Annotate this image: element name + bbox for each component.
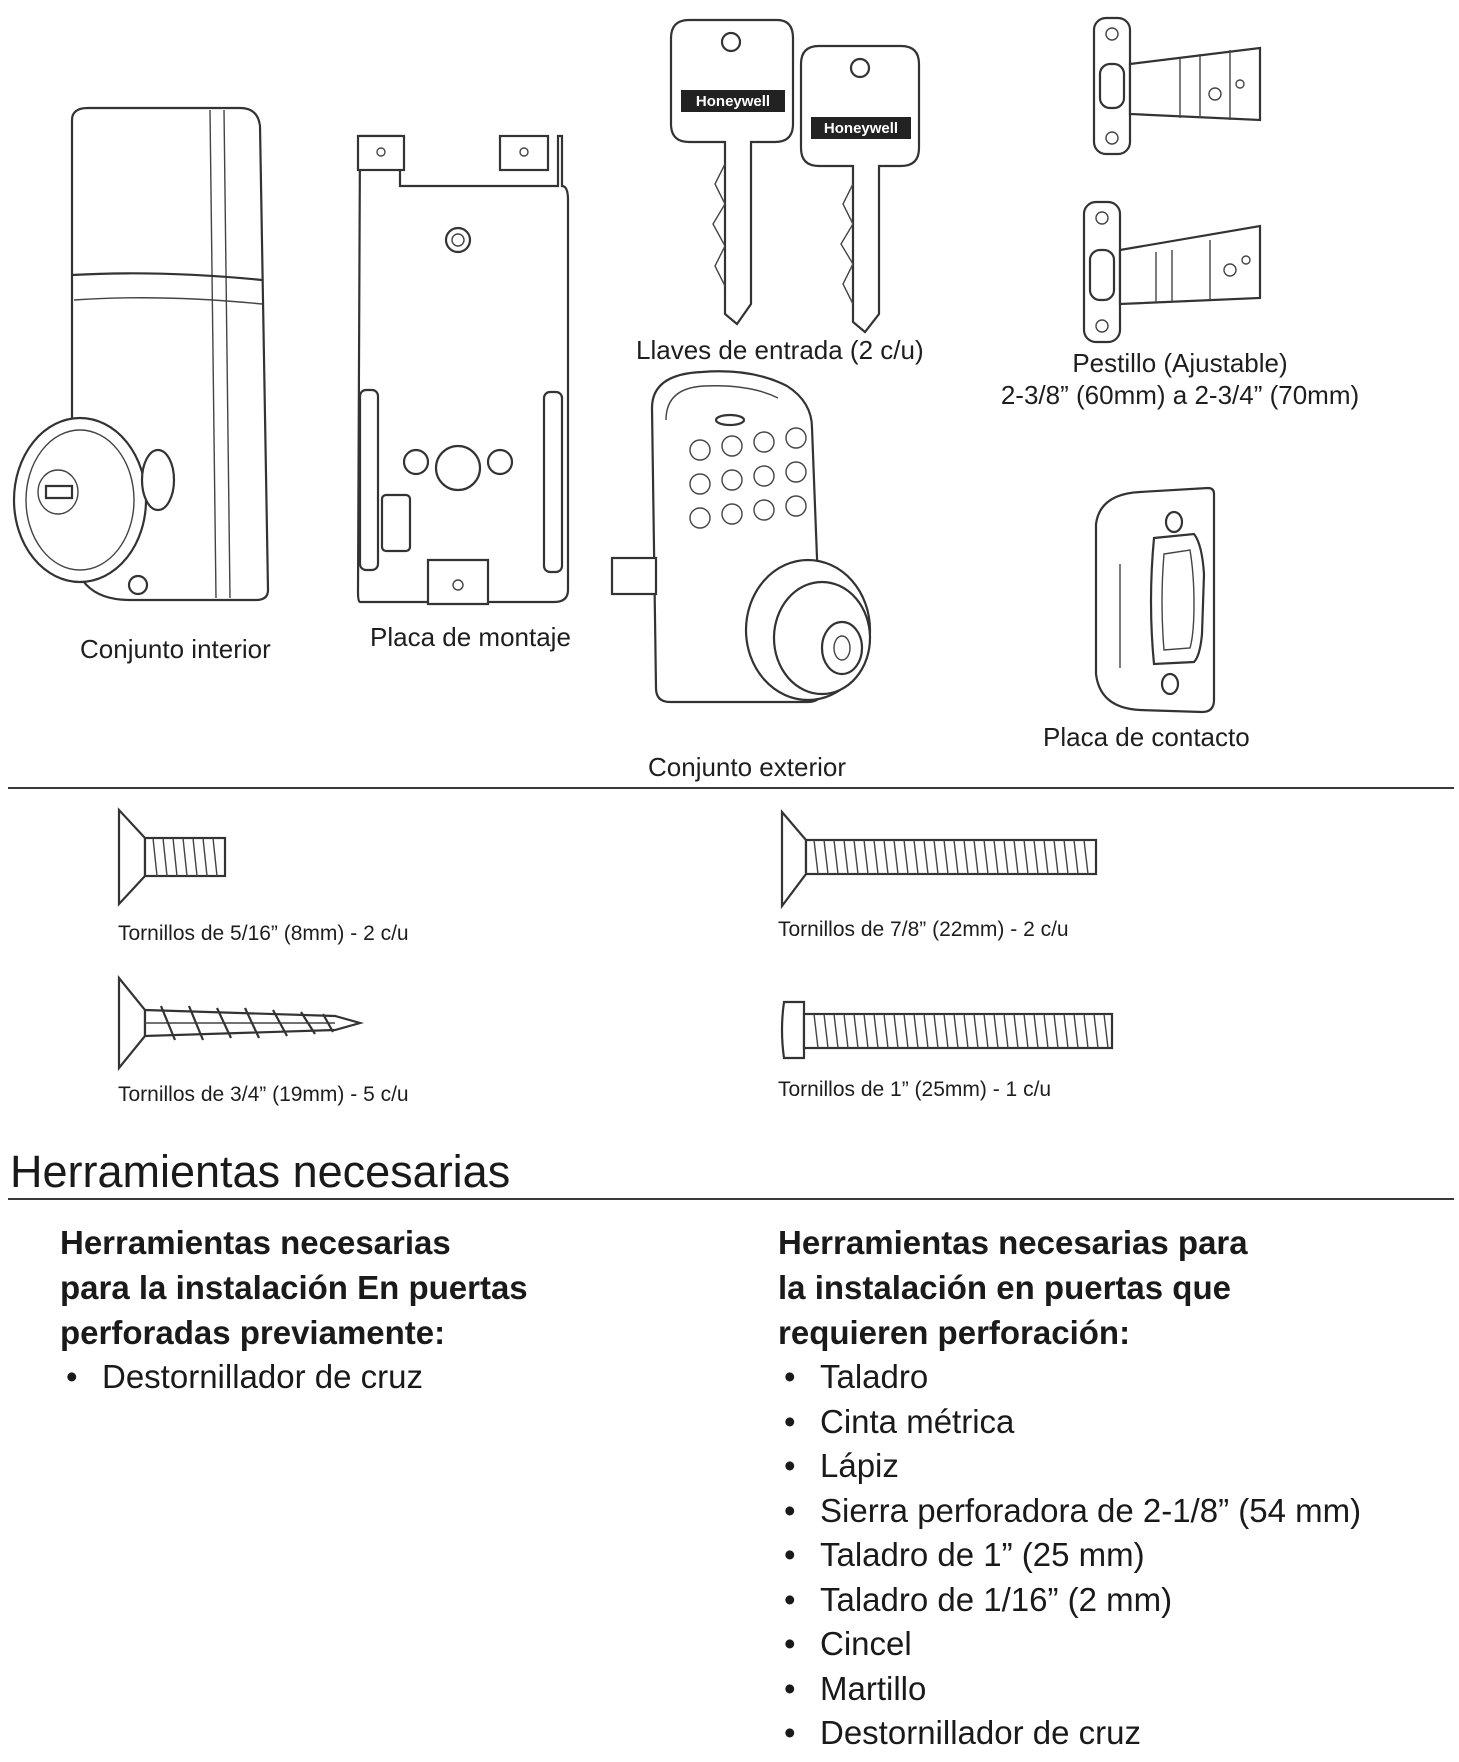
list-item-label: Destornillador de cruz	[820, 1714, 1141, 1751]
tools-predrilled-list	[60, 1355, 423, 1400]
list-item	[778, 1533, 1361, 1578]
tools-drilling-title-line2: la instalación en puertas que	[778, 1269, 1231, 1306]
list-item	[778, 1578, 1361, 1623]
strike-plate-label: Placa de contacto	[1043, 722, 1250, 752]
list-item-label: Martillo	[820, 1669, 927, 1707]
key-brand-1: Honeywell	[695, 93, 771, 110]
screw-1-inch-label: Tornillos de 1” (25mm) - 1 c/u	[778, 1078, 1052, 1101]
latch-label-line1: Pestillo (Ajustable)	[1072, 348, 1288, 378]
screw-5-16-label: Tornillos de 5/16” (8mm) - 2 c/u	[118, 922, 409, 945]
bullet-icon: •	[784, 1580, 796, 1618]
mounting-plate-illustration	[340, 130, 580, 610]
interior-assembly-illustration	[10, 100, 310, 600]
bullet-icon: •	[784, 1491, 796, 1529]
bullet-icon: •	[784, 1625, 796, 1662]
tools-predrilled-title	[60, 1220, 528, 1355]
tools-drilling-title	[778, 1220, 1248, 1355]
bullet-icon: •	[784, 1669, 796, 1707]
list-item-label: Lápiz	[820, 1447, 899, 1484]
bullet-icon: •	[784, 1447, 796, 1484]
screw-1-inch-illustration	[778, 986, 1128, 1076]
bullet-icon: •	[784, 1402, 796, 1440]
bullet-icon: •	[784, 1358, 796, 1395]
interior-assembly-label: Conjunto interior	[80, 634, 271, 664]
key-brand-2: Honeywell	[823, 120, 899, 137]
screw-3-4-label: Tornillos de 3/4” (19mm) - 5 c/u	[118, 1083, 409, 1106]
exterior-assembly-illustration	[612, 368, 912, 708]
list-item	[60, 1355, 423, 1400]
list-item-label: Destornillador de cruz	[102, 1358, 423, 1395]
list-item-label: Taladro	[820, 1358, 929, 1395]
tools-drilling-title-line1: Herramientas necesarias para	[778, 1224, 1248, 1261]
list-item-label: Sierra perforadora de 2-1/8” (54 mm)	[820, 1491, 1362, 1529]
screw-7-8-illustration	[778, 810, 1108, 910]
tools-predrilled-title-line3: perforadas previamente:	[60, 1314, 446, 1351]
tools-drilling-list	[778, 1355, 1361, 1756]
strike-plate-illustration	[1090, 484, 1230, 724]
list-item-label: Cincel	[820, 1625, 912, 1662]
bullet-icon: •	[66, 1358, 78, 1395]
screw-3-4-illustration	[115, 976, 375, 1076]
section-divider-tools	[8, 1198, 1454, 1200]
entry-keys-label: Llaves de entrada (2 c/u)	[636, 335, 924, 365]
list-item	[778, 1355, 1361, 1400]
bullet-icon: •	[784, 1714, 796, 1751]
list-item	[778, 1400, 1361, 1445]
list-item-label: Taladro de 1/16” (2 mm)	[820, 1580, 1173, 1618]
mounting-plate-label: Placa de montaje	[370, 622, 571, 652]
entry-keys-illustration	[665, 14, 935, 334]
latch-illustration	[1080, 14, 1280, 344]
list-item-label: Cinta métrica	[820, 1402, 1015, 1440]
section-divider-top	[8, 787, 1454, 789]
screw-5-16-illustration	[115, 808, 235, 908]
list-item	[778, 1667, 1361, 1712]
list-item	[778, 1622, 1361, 1667]
screw-7-8-label: Tornillos de 7/8” (22mm) - 2 c/u	[778, 918, 1069, 941]
tools-heading: Herramientas necesarias	[10, 1146, 511, 1197]
tools-drilling-title-line3: requieren perforación:	[778, 1314, 1131, 1351]
list-item	[778, 1711, 1361, 1756]
list-item-label: Taladro de 1” (25 mm)	[820, 1536, 1145, 1573]
list-item	[778, 1444, 1361, 1489]
tools-predrilled-title-line2: para la instalación En puertas	[60, 1269, 528, 1306]
bullet-icon: •	[784, 1536, 796, 1573]
tools-predrilled-title-line1: Herramientas necesarias	[60, 1224, 451, 1261]
latch-label-line2: 2-3/8” (60mm) a 2-3/4” (70mm)	[1000, 380, 1360, 410]
exterior-assembly-label: Conjunto exterior	[648, 752, 846, 782]
list-item	[778, 1489, 1361, 1534]
